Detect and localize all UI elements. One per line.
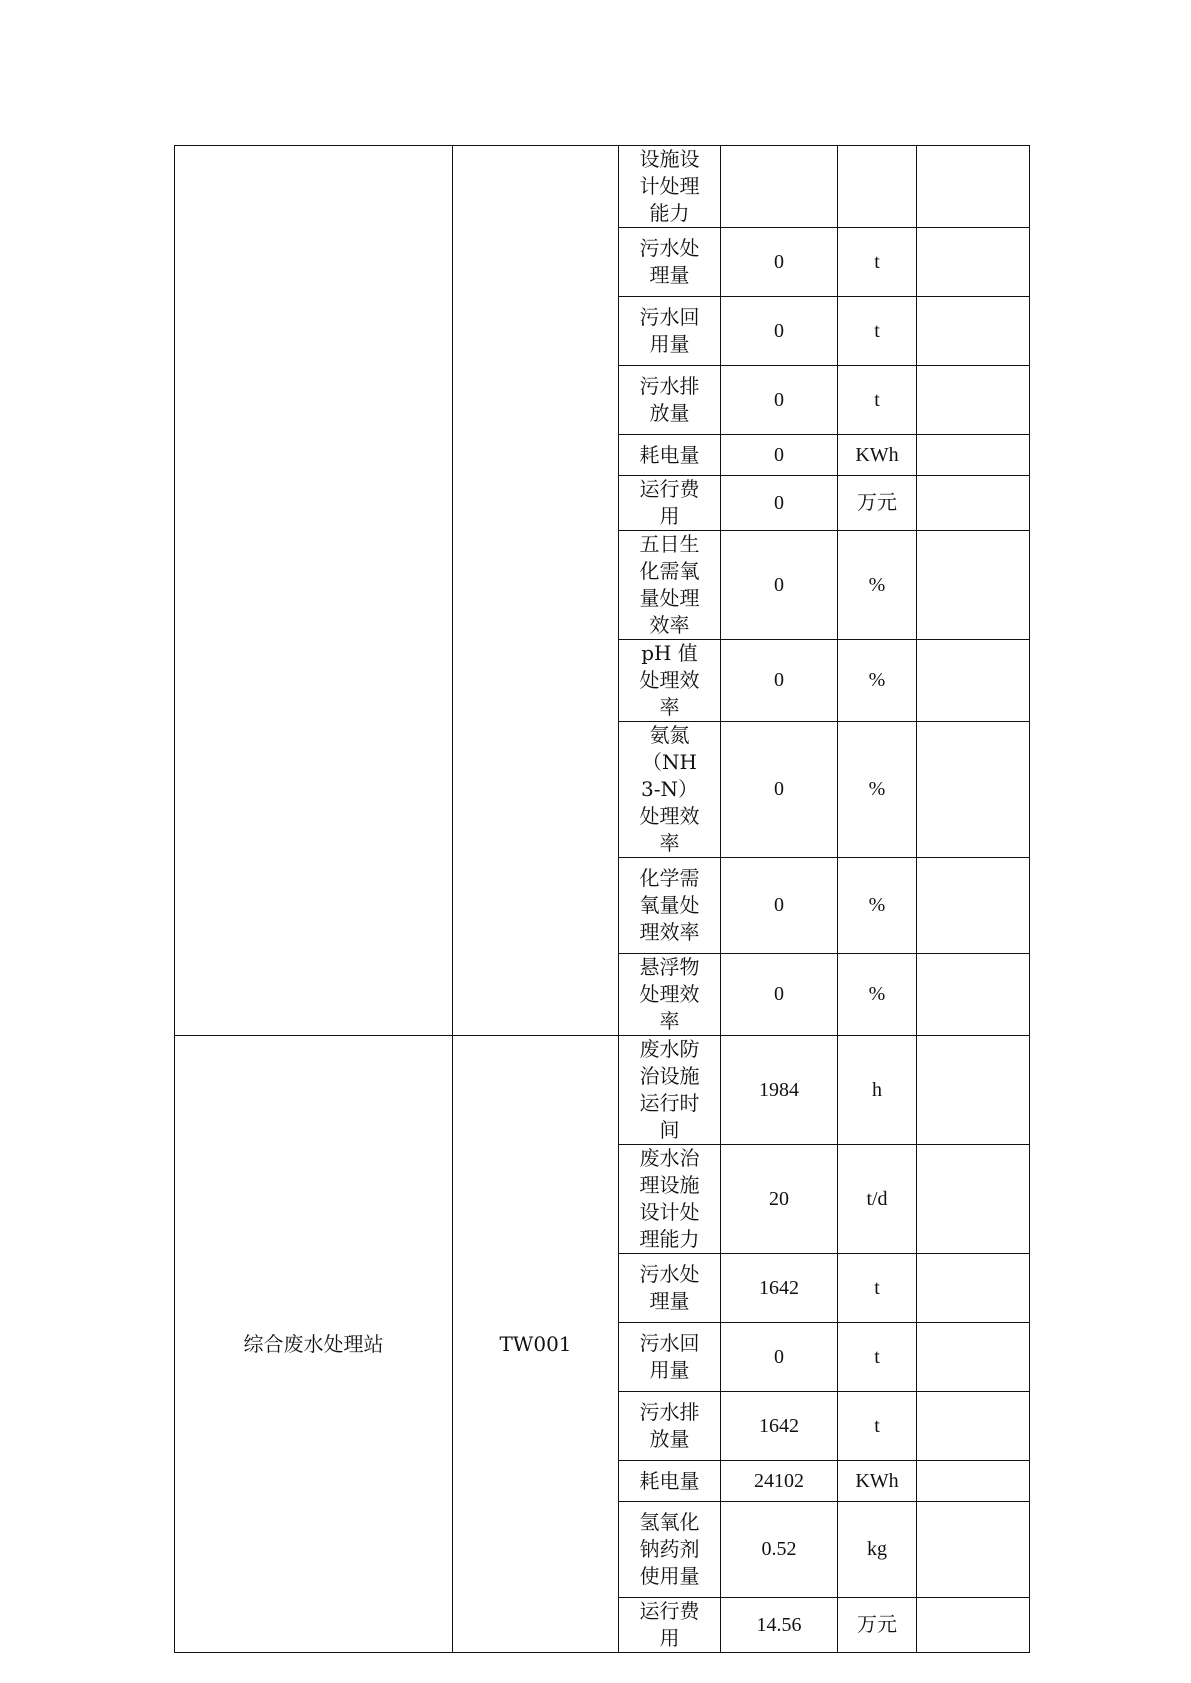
indicator-note	[917, 954, 1030, 1036]
indicator-note	[917, 146, 1030, 228]
indicator-note	[917, 1323, 1030, 1392]
indicator-value: 0	[721, 435, 838, 476]
indicator-name: 污水排放量	[619, 366, 721, 435]
indicator-unit	[838, 146, 917, 228]
indicator-value: 0	[721, 722, 838, 858]
indicator-name: 悬浮物处理效率	[619, 954, 721, 1036]
indicator-unit: h	[838, 1036, 917, 1145]
indicator-value: 14.56	[721, 1598, 838, 1653]
indicator-note	[917, 435, 1030, 476]
indicator-unit: KWh	[838, 435, 917, 476]
indicator-unit: 万元	[838, 1598, 917, 1653]
indicator-note	[917, 1502, 1030, 1598]
indicator-note	[917, 722, 1030, 858]
indicator-value: 0	[721, 366, 838, 435]
indicator-name: 耗电量	[619, 435, 721, 476]
indicator-name: 氢氧化钠药剂使用量	[619, 1502, 721, 1598]
indicator-note	[917, 1145, 1030, 1254]
indicator-name: 废水防治设施运行时间	[619, 1036, 721, 1145]
indicator-note	[917, 366, 1030, 435]
indicator-unit: kg	[838, 1502, 917, 1598]
indicator-unit: t	[838, 228, 917, 297]
indicator-note	[917, 1461, 1030, 1502]
indicator-unit: 万元	[838, 476, 917, 531]
indicator-value: 1642	[721, 1254, 838, 1323]
indicator-name: 污水处理量	[619, 228, 721, 297]
indicator-name: 污水回用量	[619, 1323, 721, 1392]
indicator-value: 0	[721, 954, 838, 1036]
indicator-value: 1984	[721, 1036, 838, 1145]
indicator-unit: %	[838, 531, 917, 640]
indicator-name: 化学需氧量处理效率	[619, 858, 721, 954]
indicator-name: 设施设计处理能力	[619, 146, 721, 228]
indicator-unit: %	[838, 722, 917, 858]
indicator-unit: t	[838, 1323, 917, 1392]
indicator-note	[917, 297, 1030, 366]
facility-name-cell	[175, 146, 453, 1036]
indicator-note	[917, 228, 1030, 297]
indicator-value: 0	[721, 1323, 838, 1392]
indicator-value: 0	[721, 858, 838, 954]
indicator-value: 0.52	[721, 1502, 838, 1598]
indicator-note	[917, 1598, 1030, 1653]
facility-code-cell: TW001	[453, 1036, 619, 1653]
indicator-value: 1642	[721, 1392, 838, 1461]
indicator-note	[917, 640, 1030, 722]
indicator-name: 废水治理设施设计处理能力	[619, 1145, 721, 1254]
indicator-note	[917, 858, 1030, 954]
indicator-value: 24102	[721, 1461, 838, 1502]
indicator-note	[917, 1392, 1030, 1461]
wastewater-facility-table	[174, 145, 1030, 1653]
indicator-unit: t	[838, 1254, 917, 1323]
facility-name-cell: 综合废水处理站	[175, 1036, 453, 1653]
indicator-note	[917, 476, 1030, 531]
indicator-unit: t/d	[838, 1145, 917, 1254]
indicator-name: 污水排放量	[619, 1392, 721, 1461]
indicator-value: 0	[721, 476, 838, 531]
indicator-unit: %	[838, 954, 917, 1036]
indicator-name: pH 值处理效率	[619, 640, 721, 722]
indicator-name: 运行费用	[619, 476, 721, 531]
indicator-unit: KWh	[838, 1461, 917, 1502]
indicator-name: 耗电量	[619, 1461, 721, 1502]
indicator-name: 氨氮（NH3-N）处理效率	[619, 722, 721, 858]
indicator-name: 运行费用	[619, 1598, 721, 1653]
table-row	[175, 146, 1030, 228]
indicator-unit: %	[838, 858, 917, 954]
indicator-value	[721, 146, 838, 228]
facility-code-cell	[453, 146, 619, 1036]
indicator-unit: %	[838, 640, 917, 722]
indicator-unit: t	[838, 366, 917, 435]
indicator-value: 0	[721, 228, 838, 297]
indicator-unit: t	[838, 297, 917, 366]
indicator-value: 0	[721, 531, 838, 640]
indicator-name: 污水回用量	[619, 297, 721, 366]
indicator-name: 污水处理量	[619, 1254, 721, 1323]
indicator-value: 0	[721, 297, 838, 366]
indicator-note	[917, 1036, 1030, 1145]
indicator-value: 0	[721, 640, 838, 722]
indicator-name: 五日生化需氧量处理效率	[619, 531, 721, 640]
indicator-value: 20	[721, 1145, 838, 1254]
indicator-unit: t	[838, 1392, 917, 1461]
indicator-note	[917, 1254, 1030, 1323]
table-row	[175, 1036, 1030, 1145]
indicator-note	[917, 531, 1030, 640]
